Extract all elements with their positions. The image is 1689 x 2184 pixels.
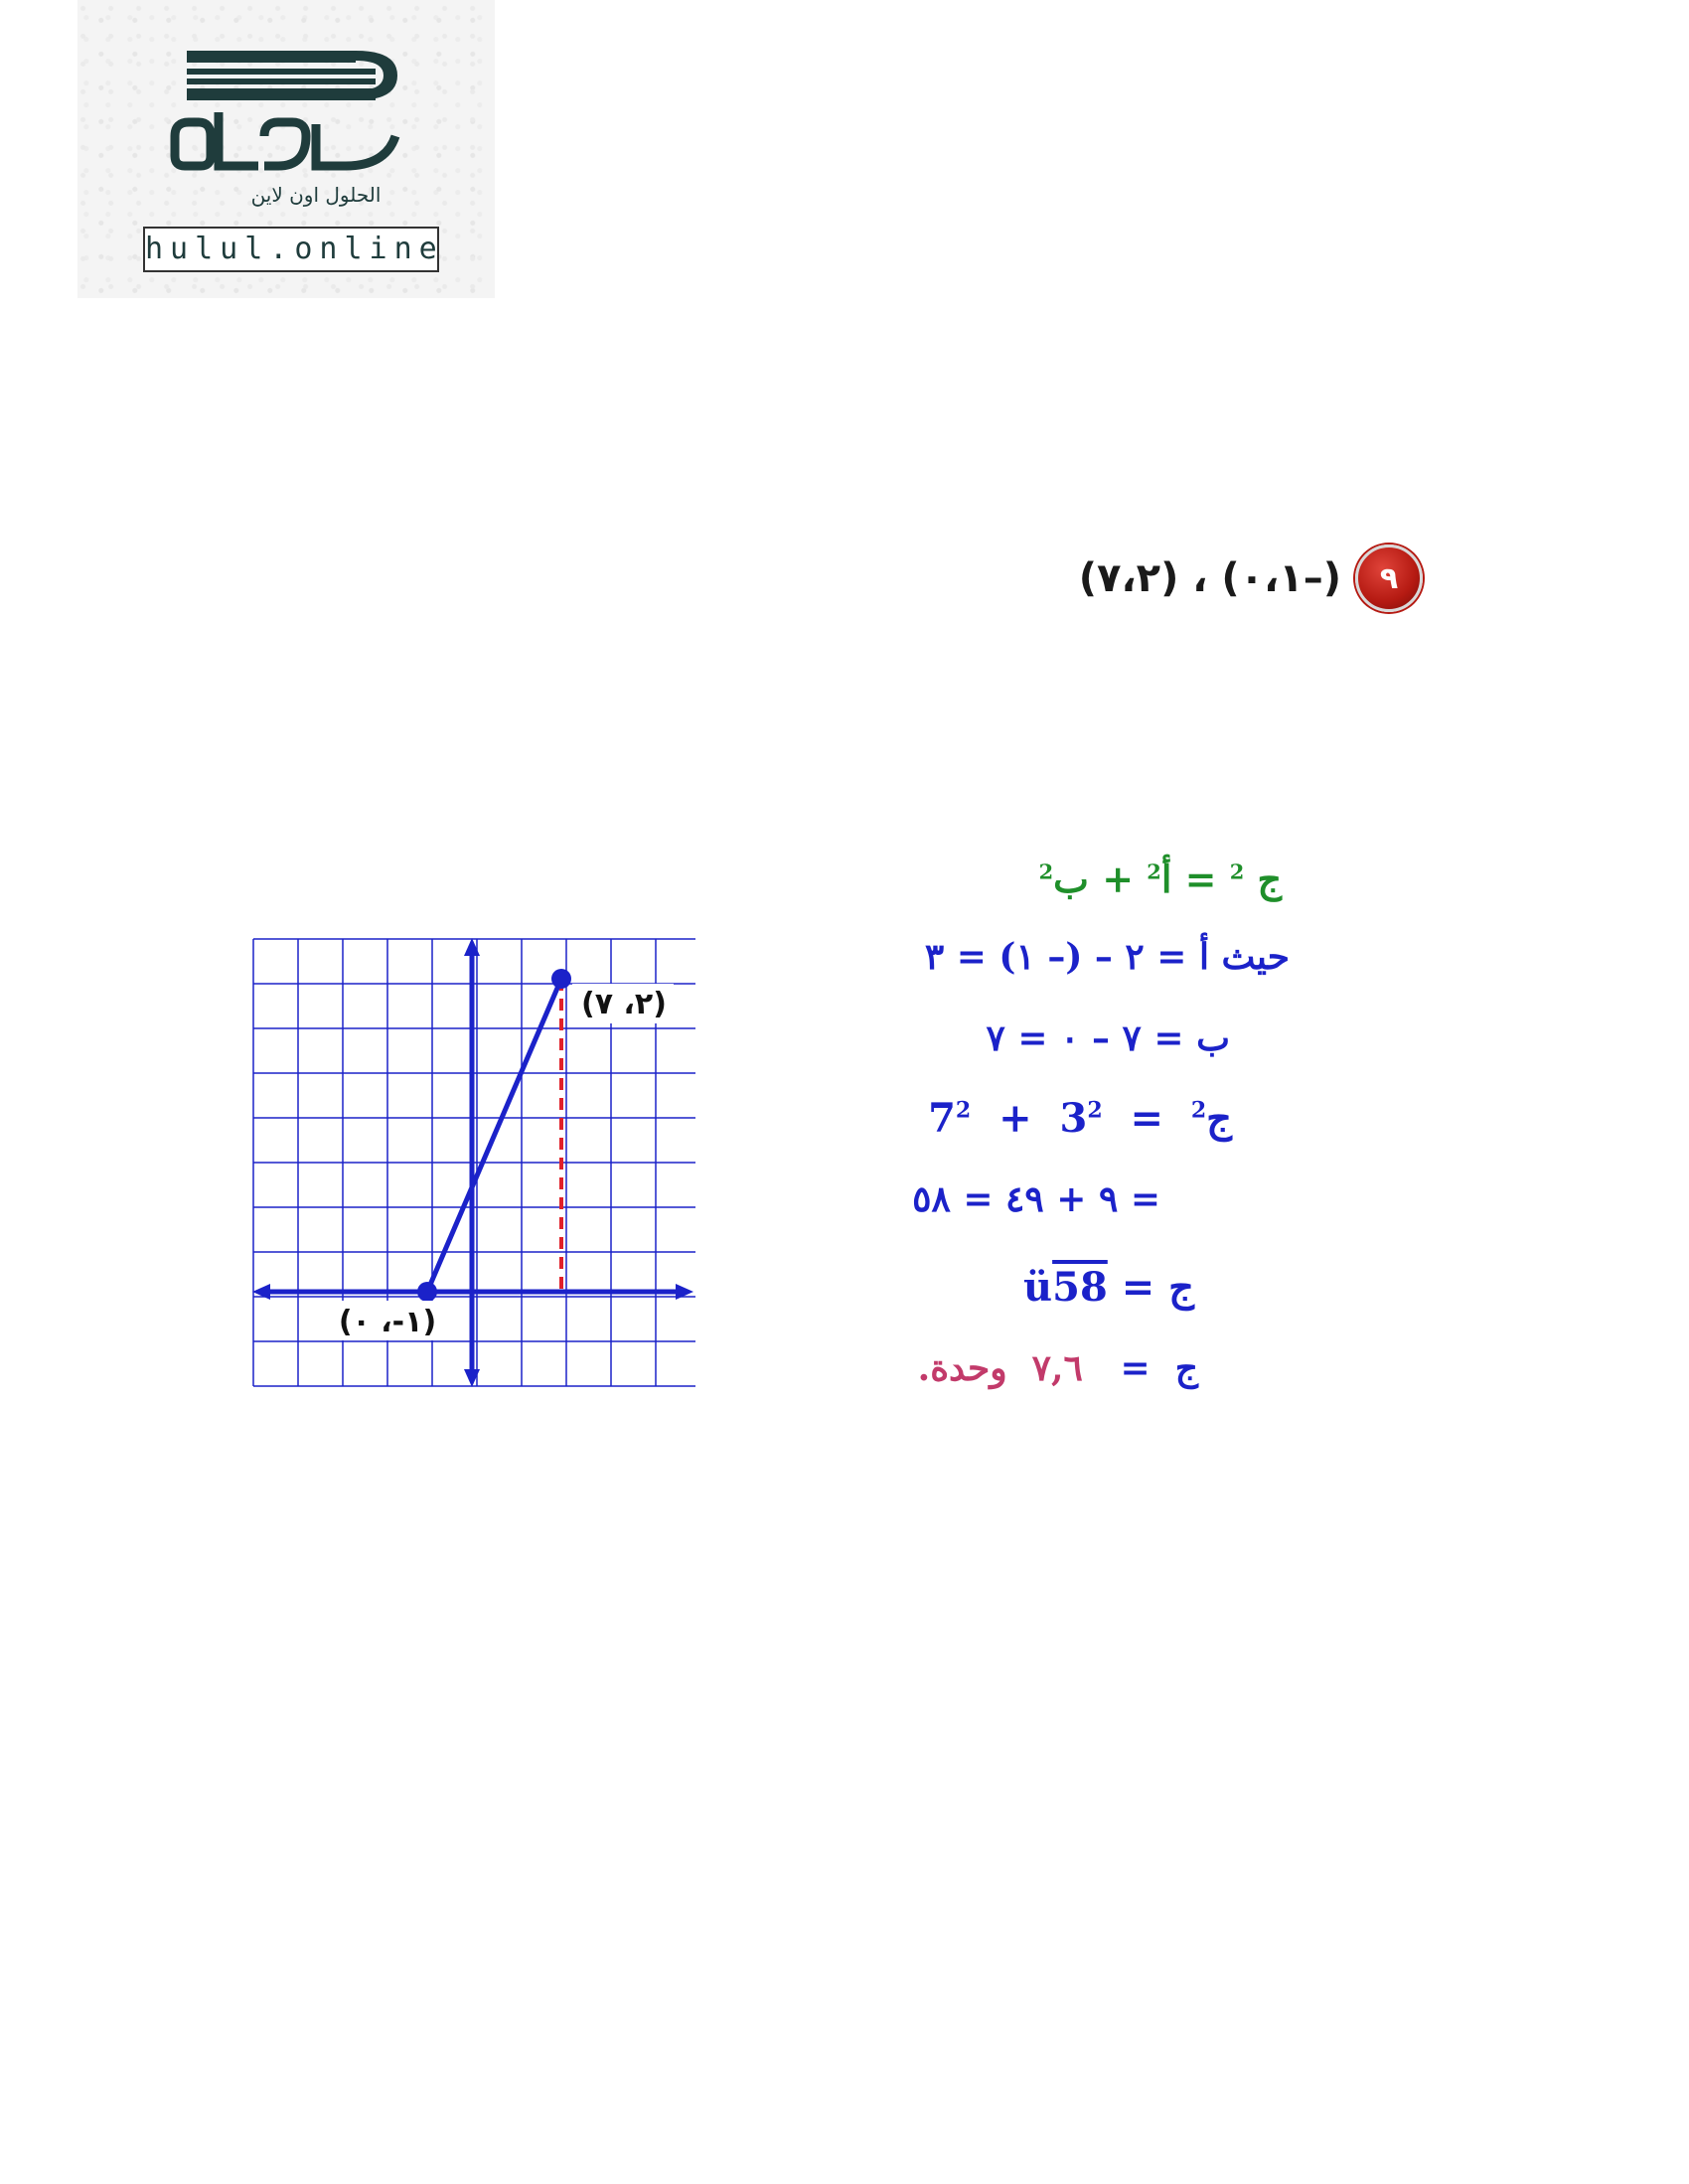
logo	[77, 0, 495, 298]
root-lhs: ج	[1168, 1264, 1194, 1311]
svg-text:الحلول اون لاين: الحلول اون لاين	[250, 183, 382, 207]
coordinate-graph	[248, 934, 695, 1391]
sub-exp-c: 2	[1190, 1097, 1207, 1124]
sub-eq: =	[1130, 1095, 1163, 1142]
formula-plus: +	[1102, 857, 1135, 901]
step-sum: = ٩ + ٤٩ = ٥٨	[912, 1178, 1160, 1220]
formula-exp-c: 2	[1229, 858, 1245, 884]
answer-eq: =	[1120, 1347, 1151, 1389]
logo-domain: hulul.online	[143, 227, 439, 272]
sub-term-2: 7	[928, 1095, 956, 1142]
point-b-label: (٢، ٧)	[581, 987, 667, 1021]
question-number-badge	[1355, 545, 1423, 612]
question-header	[1079, 545, 1423, 612]
answer-unit: وحدة.	[917, 1347, 1007, 1389]
point-b	[551, 969, 571, 989]
step-root	[1023, 1264, 1194, 1311]
formula-exp-b: 2	[1038, 858, 1054, 884]
line-segment	[427, 979, 561, 1292]
sub-plus: +	[998, 1095, 1032, 1142]
logo-mark	[167, 45, 405, 214]
final-answer	[918, 1347, 1198, 1389]
step-a-value: حيث أ = ٢ – (– ١) = ٣	[924, 936, 1290, 978]
root-eq: =	[1121, 1264, 1155, 1311]
formula-b: ب	[1053, 857, 1089, 901]
root-glyph: ü	[1023, 1264, 1053, 1311]
question-number: ٩	[1379, 560, 1399, 596]
question-points: (٧،٢) ، (٠،١–)	[1078, 555, 1341, 601]
step-substitution	[928, 1095, 1232, 1142]
answer-lhs: ج	[1174, 1347, 1198, 1389]
formula-exp-a: 2	[1147, 858, 1161, 884]
sub-lhs: ج	[1206, 1095, 1232, 1142]
sub-exp-2: 2	[955, 1097, 972, 1124]
formula-eq: =	[1184, 857, 1217, 901]
sub-exp-1: 2	[1087, 1097, 1103, 1124]
formula-lhs: ج	[1257, 857, 1282, 901]
answer-value: ٧,٦	[1031, 1347, 1083, 1389]
step-b-value: ب = ٧ – ٠ = ٧	[986, 1017, 1230, 1059]
sub-term-1: 3	[1059, 1095, 1088, 1142]
root-radicand: 58	[1052, 1264, 1108, 1311]
point-a-label: (١-، ٠)	[338, 1305, 437, 1339]
formula-a: أ	[1160, 857, 1172, 901]
point-a	[417, 1282, 437, 1302]
pythagoras-formula	[1039, 857, 1282, 901]
